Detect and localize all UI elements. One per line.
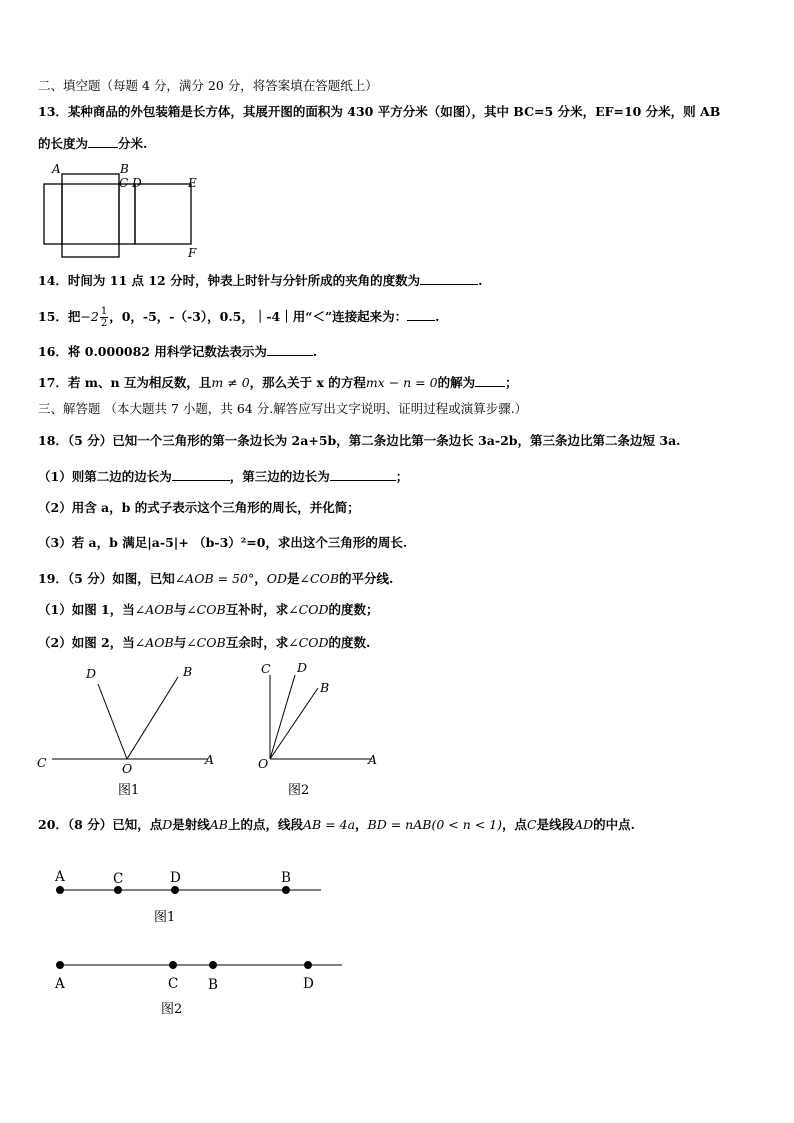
point-a bbox=[56, 961, 64, 969]
question-19-stem-a: 19．（5 分）如图，已知 bbox=[38, 571, 175, 586]
q19-p1-a: （1）如图 1，当 bbox=[38, 602, 135, 617]
q20-point-d: D bbox=[162, 817, 173, 832]
q20-stem-b: 是射线 bbox=[172, 817, 210, 832]
fraction-denominator: 2 bbox=[100, 318, 108, 329]
fig2-label-a: A bbox=[368, 752, 378, 767]
q19-p1-aob: ∠AOB bbox=[134, 602, 174, 617]
fig2-caption: 图2 bbox=[288, 783, 310, 798]
seg2-label-c: C bbox=[168, 976, 179, 992]
question-18-part-2 bbox=[38, 500, 764, 516]
q20-stem-d: ， bbox=[355, 817, 368, 832]
question-17-prefix: 17．若 m、n 互为相反数，且 bbox=[38, 375, 212, 390]
q20-bd-length: BD = nAB(0 < n < 1) bbox=[367, 817, 502, 832]
seg1-label-b: B bbox=[281, 870, 291, 886]
net-face-back bbox=[135, 184, 191, 244]
net-face-side bbox=[119, 184, 135, 244]
q20-segment-ad: AD bbox=[574, 817, 594, 832]
answer-blank[interactable] bbox=[475, 374, 505, 387]
box-net-figure bbox=[36, 160, 216, 260]
fig1-label-o: O bbox=[122, 761, 133, 776]
question-14-text: 14．时间为 11 点 12 分时，钟表上时针与分针所成的夹角的度数为 bbox=[38, 273, 421, 288]
question-18-part-2-text: （2）用含 a，b 的式子表示这个三角形的周长，并化简； bbox=[38, 500, 360, 515]
question-18-part-1-c: ； bbox=[395, 469, 409, 484]
point-d bbox=[304, 961, 312, 969]
question-17 bbox=[38, 374, 764, 391]
question-14-end: . bbox=[478, 273, 483, 288]
q20-point-c: C bbox=[527, 817, 537, 832]
ray-ob bbox=[127, 677, 178, 759]
q19-p1-e: 互补时，求 bbox=[225, 602, 289, 617]
point-b bbox=[282, 886, 290, 894]
net-label-d: D bbox=[132, 176, 142, 190]
segment-figure-1 bbox=[50, 865, 340, 930]
q19-p2-e: 互余时，求 bbox=[225, 635, 289, 650]
ray-ob bbox=[270, 688, 318, 759]
fig1-caption: 图1 bbox=[118, 783, 140, 798]
fig1-label-a: A bbox=[205, 752, 215, 767]
question-13-text: 13．某种商品的外包装箱是长方体，其展开图的面积为 430 平方分米（如图），其中 BC=5 分米，EF=10 分米，则 AB bbox=[38, 104, 721, 119]
section-2-heading bbox=[38, 78, 764, 94]
seg2-label-d: D bbox=[303, 976, 314, 992]
seg1-label-a: A bbox=[55, 869, 65, 885]
net-label-b: B bbox=[120, 162, 129, 176]
question-13-line-2 bbox=[38, 135, 764, 152]
q20-stem-f: 是线段 bbox=[536, 817, 575, 832]
angle-figure-2 bbox=[250, 655, 390, 800]
q19-p2-c: 与 bbox=[173, 635, 187, 650]
section-3-heading bbox=[38, 401, 764, 417]
point-a bbox=[56, 886, 64, 894]
q19-p1-cob: ∠COB bbox=[186, 602, 226, 617]
section-2-heading-text: 二、填空题（每题 4 分，满分 20 分，将答案填在答题纸上） bbox=[38, 78, 378, 93]
q20-ab-length: AB = 4a bbox=[302, 817, 356, 832]
question-15-end: . bbox=[435, 309, 440, 324]
question-15-rest: ，0，-5，-（-3），0.5，｜-4｜用“＜”连接起来为： bbox=[109, 309, 408, 324]
question-19-stem-c: 是 bbox=[287, 571, 300, 586]
fig1-label-c: C bbox=[37, 755, 47, 770]
question-18-stem bbox=[38, 433, 764, 449]
q19-p2-cod: ∠COD bbox=[288, 635, 329, 650]
net-label-a: A bbox=[52, 162, 61, 176]
question-19-part-1 bbox=[38, 602, 764, 618]
q19-p1-g: 的度数； bbox=[328, 602, 379, 617]
ray-od: OD bbox=[266, 571, 288, 586]
seg1-label-d: D bbox=[170, 870, 181, 886]
question-19-stem bbox=[38, 571, 764, 587]
point-b bbox=[209, 961, 217, 969]
net-label-c: C bbox=[119, 176, 129, 190]
q19-p1-c: 与 bbox=[173, 602, 187, 617]
point-c bbox=[114, 886, 122, 894]
question-14 bbox=[38, 272, 764, 289]
angle-figure-1 bbox=[30, 660, 230, 800]
question-17-suffix: 的解为 bbox=[437, 375, 476, 390]
angle-cob: ∠COB bbox=[299, 571, 340, 586]
point-c bbox=[169, 961, 177, 969]
answer-blank[interactable] bbox=[267, 343, 313, 356]
answer-blank[interactable] bbox=[330, 468, 396, 481]
point-d bbox=[171, 886, 179, 894]
segment-figure-2 bbox=[50, 950, 350, 1025]
q20-stem-e: ，点 bbox=[502, 817, 528, 832]
question-20-stem bbox=[38, 817, 764, 833]
question-16-text: 16．将 0.000082 用科学记数法表示为 bbox=[38, 344, 267, 359]
question-15 bbox=[38, 306, 764, 329]
question-18-part-1-a: （1）则第二边的边长为 bbox=[38, 469, 172, 484]
question-13-line-1 bbox=[38, 104, 764, 120]
angle-aob-value: ∠AOB = 50° bbox=[174, 571, 255, 586]
net-label-e: E bbox=[188, 176, 197, 190]
fig2-label-d: D bbox=[297, 660, 308, 675]
question-17-end: ； bbox=[505, 375, 518, 390]
q19-p2-cob: ∠COB bbox=[186, 635, 226, 650]
q19-p2-aob: ∠AOB bbox=[134, 635, 174, 650]
seg1-caption: 图1 bbox=[154, 910, 176, 925]
question-18-part-3-text: （3）若 a，b 满足|a-5|+ （b-3）²=0，求出这个三角形的周长. bbox=[38, 535, 408, 550]
q19-p2-g: 的度数. bbox=[328, 635, 371, 650]
question-13-text-a: 的长度为 bbox=[38, 136, 89, 151]
q20-stem-g: 的中点. bbox=[593, 817, 636, 832]
question-18-part-1 bbox=[38, 468, 764, 485]
q20-stem-c: 上的点，线段 bbox=[227, 817, 303, 832]
question-18-part-3 bbox=[38, 535, 764, 551]
fig2-label-b: B bbox=[320, 680, 330, 695]
question-17-mid: ，那么关于 x 的方程 bbox=[249, 375, 366, 390]
question-17-condition: m ≠ 0 bbox=[211, 375, 250, 390]
fig2-label-c: C bbox=[261, 661, 271, 676]
ray-od bbox=[270, 675, 295, 759]
answer-blank[interactable] bbox=[420, 272, 478, 285]
fraction-numerator: 1 bbox=[100, 306, 108, 317]
section-3-heading-text: 三、解答题 （本大题共 7 小题，共 64 分.解答应写出文字说明、证明过程或演算步骤.） bbox=[38, 401, 528, 416]
question-15-minus: −2 bbox=[80, 309, 99, 324]
seg2-caption: 图2 bbox=[161, 1002, 183, 1017]
seg2-label-a: A bbox=[55, 976, 65, 992]
q19-p2-a: （2）如图 2，当 bbox=[38, 635, 135, 650]
question-18-stem-text: 18．（5 分）已知一个三角形的第一条边长为 2a+5b，第二条边比第一条边长 3a-2b，第三条边比第二条边短 3a. bbox=[38, 433, 681, 448]
ray-od bbox=[98, 684, 127, 759]
fig1-label-b: B bbox=[183, 664, 193, 679]
q19-p1-cod: ∠COD bbox=[288, 602, 329, 617]
mixed-fraction bbox=[100, 306, 108, 329]
question-18-part-1-b: ，第三边的边长为 bbox=[229, 469, 330, 484]
question-16 bbox=[38, 343, 764, 360]
answer-blank[interactable] bbox=[172, 468, 230, 481]
question-19-part-2 bbox=[38, 635, 764, 651]
seg1-label-c: C bbox=[113, 871, 124, 887]
fig1-label-d: D bbox=[86, 666, 97, 681]
net-face-left bbox=[44, 184, 62, 244]
question-16-end: . bbox=[312, 344, 318, 359]
answer-blank[interactable] bbox=[407, 308, 435, 321]
question-15-prefix: 15．把 bbox=[38, 309, 81, 324]
question-13-text-b: 分米. bbox=[118, 136, 148, 151]
fig2-label-o: O bbox=[258, 756, 269, 771]
q20-stem-a: 20．（8 分）已知，点 bbox=[38, 817, 163, 832]
seg2-label-b: B bbox=[208, 977, 218, 993]
question-19-stem-d: 的平分线. bbox=[339, 571, 394, 586]
net-label-f: F bbox=[188, 246, 197, 260]
answer-blank[interactable] bbox=[88, 135, 118, 148]
question-17-equation: mx − n = 0 bbox=[365, 375, 438, 390]
q20-ray-ab: AB bbox=[209, 817, 228, 832]
question-19-stem-b: ， bbox=[254, 571, 267, 586]
